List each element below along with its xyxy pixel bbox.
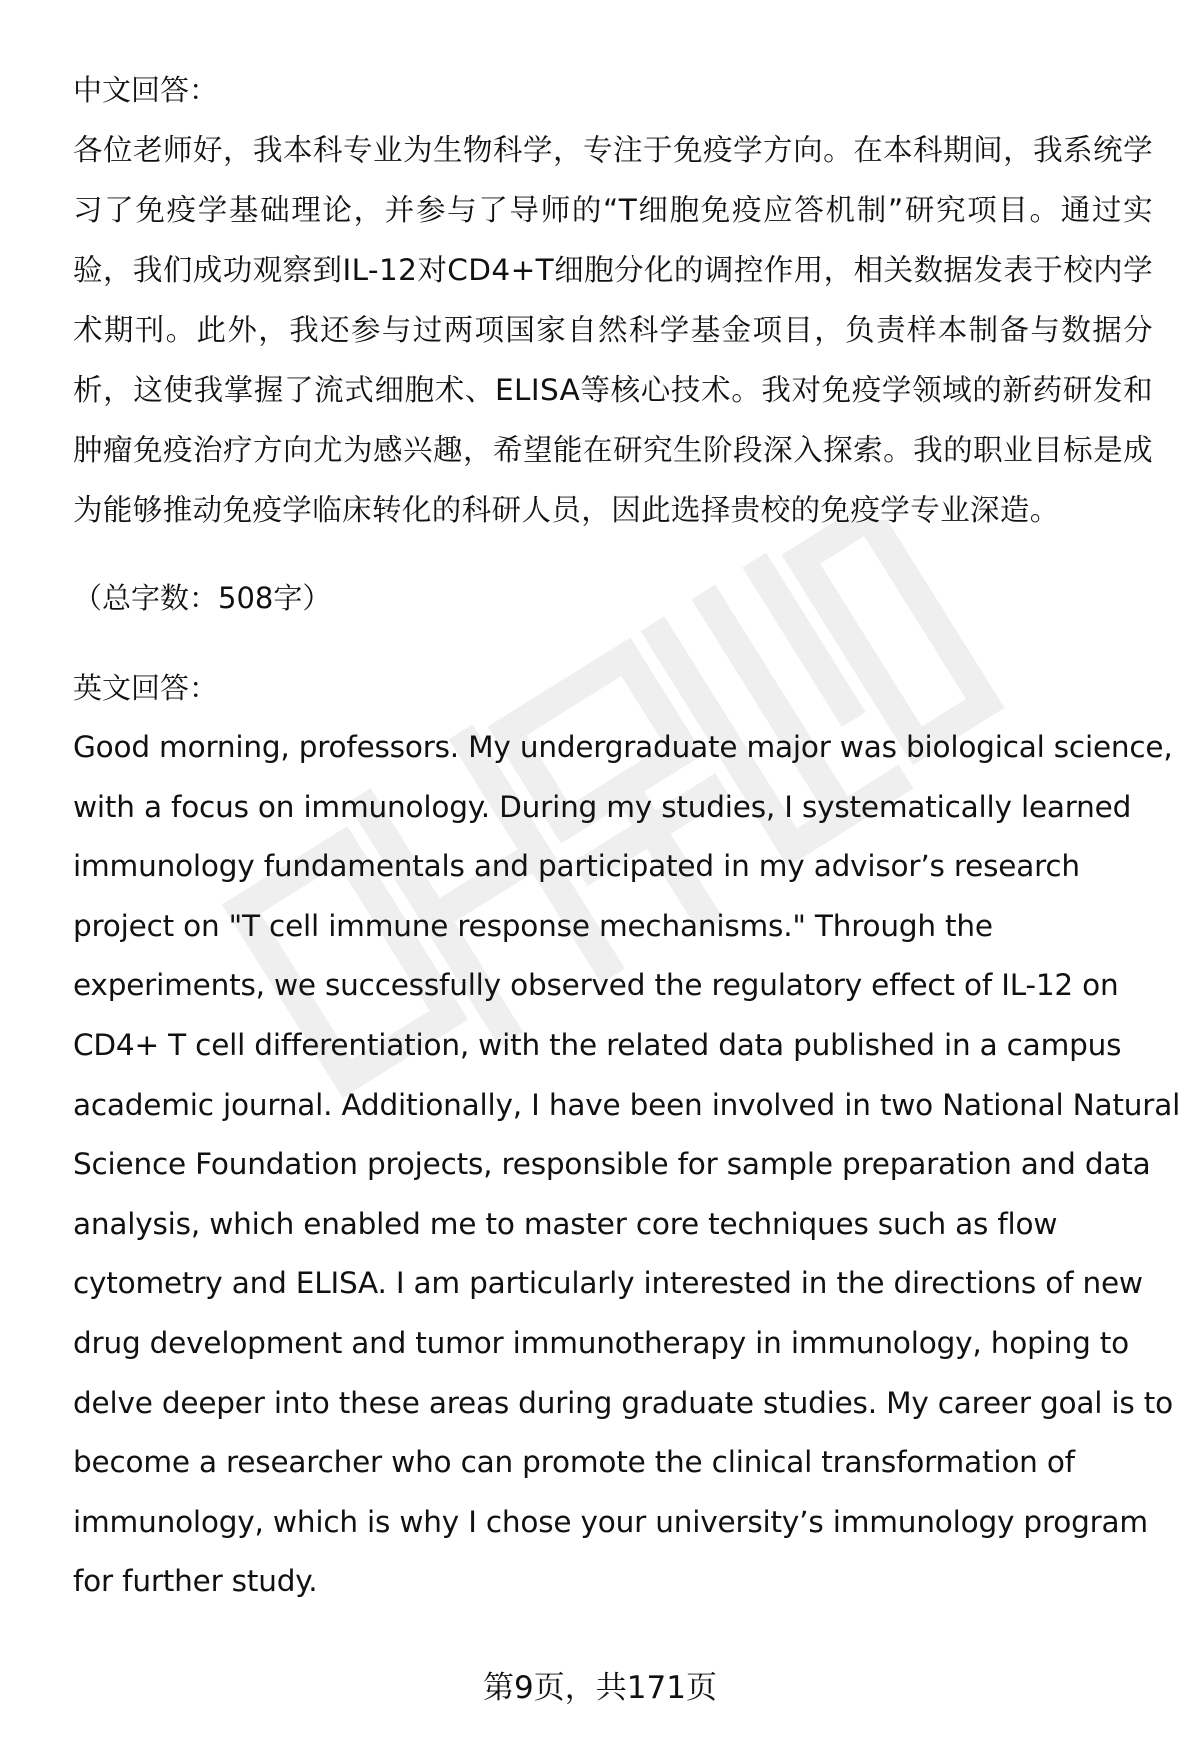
english-answer-line: delve deeper into these areas during graduate studies. My career goal is to: [73, 1385, 1173, 1420]
main-content: [73, 60, 1181, 1612]
english-answer-line: become a researcher who can promote the clinical transformation of: [73, 1445, 1075, 1480]
english-answer-line: cytometry and ELISA. I am particularly interested in the directions of new: [73, 1266, 1143, 1301]
chinese-answer-body: 各位老师好，我本科专业为生物科学，专注于免疫学方向。在本科期间，我系统学习了免疫学基础理论，并参与了导师的“T细胞免疫应答机制”研究项目。通过实验，我们成功观察到IL-12对CD4+T细胞分化的调控作用，相关数据发表于校内学术期刊。此外，我还参与过两项国家自然科学基金项目，负责样本制备与数据分析，这使我掌握了流式细胞术、ELISA等核心技术。我对免疫学领域的新药研发和肿瘤免疫治疗方向尤为感兴趣，希望能在研究生阶段深入探索。我的职业目标是成为能够推动免疫学临床转化的科研人员，因此选择贵校的免疫学专业深造。: [73, 133, 1153, 527]
chinese-answer-heading: 中文回答：: [73, 73, 219, 107]
word-count: （总字数：508字）: [73, 581, 332, 615]
english-answer-line: for further study.: [73, 1564, 318, 1599]
english-answer-body: [73, 718, 1181, 1612]
english-answer-line: immunology fundamentals and participated in my advisor’s research: [73, 849, 1080, 884]
english-answer-line: Good morning, professors. My undergraduate major was biological science,: [73, 730, 1173, 764]
english-answer-line: immunology, which is why I chose your university’s immunology program: [73, 1504, 1148, 1539]
english-answer-heading: 英文回答：: [73, 671, 219, 705]
english-answer-line: analysis, which enabled me to master core techniques such as flow: [73, 1206, 1058, 1241]
english-answer-line: CD4+ T cell differentiation, with the related data published in a campus: [73, 1027, 1122, 1062]
english-answer-line: academic journal. Additionally, I have been involved in two National Natural: [73, 1087, 1181, 1122]
page-number: 第9页，共171页: [483, 1670, 717, 1706]
english-answer-line: with a focus on immunology. During my studies, I systematically learned: [73, 789, 1132, 824]
english-answer-line: drug development and tumor immunotherapy in immunology, hoping to: [73, 1325, 1130, 1360]
english-answer-line: project on "T cell immune response mechanisms." Through the: [73, 908, 993, 943]
english-answer-line: Science Foundation projects, responsible for sample preparation and data: [73, 1147, 1151, 1182]
english-answer-line: experiments, we successfully observed the regulatory effect of IL-12 on: [73, 968, 1119, 1003]
